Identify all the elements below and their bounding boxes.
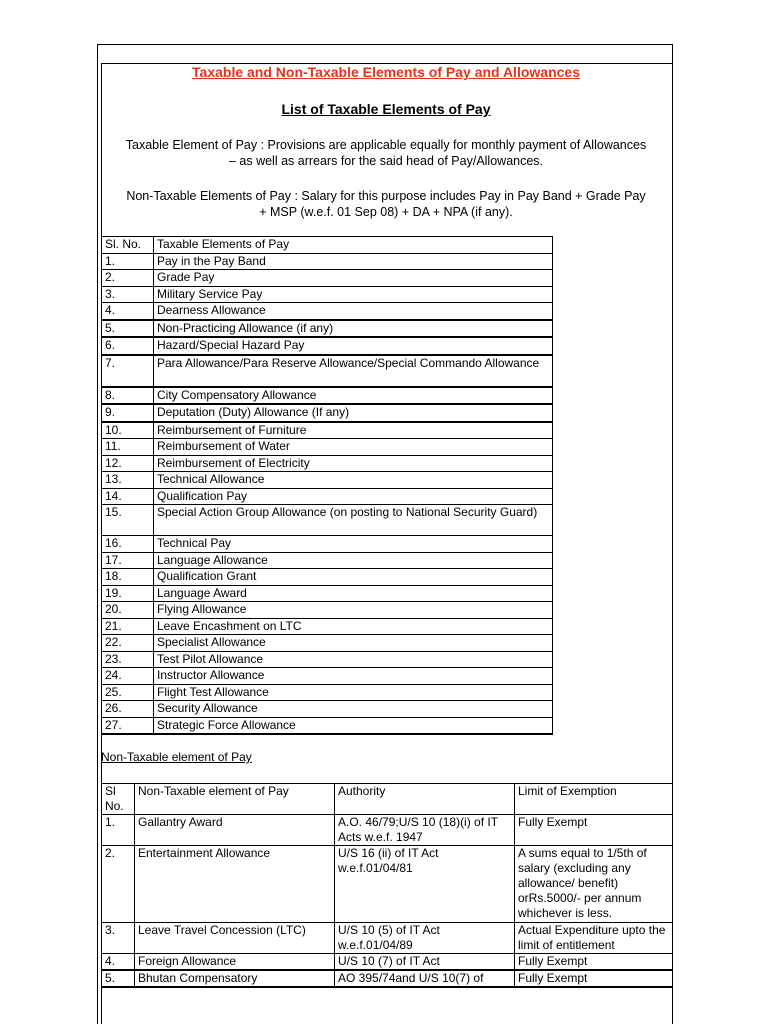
row-element: Dearness Allowance [154,303,553,320]
row-element: Hazard/Special Hazard Pay [154,337,553,355]
row-sl-no: 19. [102,585,154,602]
row-element: Qualification Grant [154,569,553,586]
row-authority: U/S 10 (7) of IT Act [335,954,515,971]
table-row [102,651,553,668]
row-limit: Fully Exempt [515,954,673,971]
table-header-row [102,784,673,815]
nontaxable-intro-paragraph [100,188,672,220]
row-sl-no: 21. [102,618,154,635]
table-row [102,635,553,652]
table-row [102,684,553,701]
row-sl-no: 22. [102,635,154,652]
row-element: Entertainment Allowance [135,846,335,923]
row-element: Leave Travel Concession (LTC) [135,923,335,954]
row-limit: Fully Exempt [515,970,673,987]
table-row [102,618,553,635]
row-element: Qualification Pay [154,488,553,505]
row-element: Bhutan Compensatory [135,970,335,987]
table-row [102,717,553,734]
table-row [102,923,673,954]
table-row [102,536,553,553]
row-sl-no: 4. [102,303,154,320]
row-sl-no: 3. [102,286,154,303]
row-sl-no: 17. [102,552,154,569]
taxable-intro-paragraph [100,137,672,169]
row-element: Reimbursement of Furniture [154,422,553,439]
table-row [102,320,553,338]
row-sl-no: 24. [102,668,154,685]
row-element: Pay in the Pay Band [154,253,553,270]
table-row [102,337,553,355]
row-sl-no: 14. [102,488,154,505]
table-row [102,439,553,456]
table-row [102,602,553,619]
row-sl-no: 1. [102,253,154,270]
row-element: Specialist Allowance [154,635,553,652]
row-sl-no: 16. [102,536,154,553]
row-element: Flight Test Allowance [154,684,553,701]
table-row [102,668,553,685]
header-sl-no: Sl No. [102,784,135,815]
row-element: Grade Pay [154,270,553,287]
header-authority: Authority [335,784,515,815]
row-element: Flying Allowance [154,602,553,619]
header-nontaxable-element: Non-Taxable element of Pay [135,784,335,815]
row-sl-no: 2. [102,270,154,287]
header-sl-no: Sl. No. [102,237,154,254]
row-sl-no: 2. [102,846,135,923]
nontaxable-intro-line-1: Non-Taxable Elements of Pay : Salary for this purpose includes Pay in Pay Band + Grade Pay [126,189,646,203]
row-element: Para Allowance/Para Reserve Allowance/Special Commando Allowance [154,355,553,387]
row-sl-no: 27. [102,717,154,734]
row-authority: A.O. 46/79;U/S 10 (18)(i) of IT Acts w.e.f. 1947 [335,815,515,846]
row-element: Non-Practicing Allowance (if any) [154,320,553,338]
row-sl-no: 23. [102,651,154,668]
row-sl-no: 9. [102,404,154,422]
row-sl-no: 5. [102,320,154,338]
row-limit: Fully Exempt [515,815,673,846]
document-title: Taxable and Non-Taxable Elements of Pay and Allowances [192,64,580,80]
taxable-intro-line-2: – as well as arrears for the said head of Pay/Allowances. [228,154,544,168]
row-sl-no: 26. [102,701,154,718]
taxable-elements-table [101,236,553,735]
row-sl-no: 20. [102,602,154,619]
table-row [102,505,553,536]
row-element: Test Pilot Allowance [154,651,553,668]
table-row [102,355,553,387]
table-row [102,585,553,602]
table-row [102,569,553,586]
row-sl-no: 3. [102,923,135,954]
row-element: Language Award [154,585,553,602]
table-row [102,472,553,489]
row-element: Reimbursement of Electricity [154,455,553,472]
nontaxable-intro-line-2: + MSP (w.e.f. 01 Sep 08) + DA + NPA (if any). [259,205,513,219]
table-row [102,387,553,405]
row-sl-no: 4. [102,954,135,971]
row-sl-no: 18. [102,569,154,586]
row-sl-no: 25. [102,684,154,701]
row-element: Deputation (Duty) Allowance (If any) [154,404,553,422]
row-sl-no: 1. [102,815,135,846]
row-element: Technical Pay [154,536,553,553]
table-row [102,422,553,439]
row-element: Security Allowance [154,701,553,718]
table-row [102,552,553,569]
nontaxable-elements-table [101,783,673,988]
row-authority: AO 395/74and U/S 10(7) of [335,970,515,987]
row-element: Special Action Group Allowance (on posting to National Security Guard) [154,505,553,536]
taxable-intro-line-1: Taxable Element of Pay : Provisions are applicable equally for monthly payment of Allowances [125,138,647,152]
row-element: Language Allowance [154,552,553,569]
row-sl-no: 13. [102,472,154,489]
row-sl-no: 5. [102,970,135,987]
table-row [102,303,553,320]
table-row [102,954,673,971]
row-sl-no: 11. [102,439,154,456]
row-element: Reimbursement of Water [154,439,553,456]
nontaxable-section-label: Non-Taxable element of Pay [101,750,252,764]
row-element: Strategic Force Allowance [154,717,553,734]
row-sl-no: 12. [102,455,154,472]
row-element: Instructor Allowance [154,668,553,685]
row-element: Leave Encashment on LTC [154,618,553,635]
row-element: Gallantry Award [135,815,335,846]
row-sl-no: 10. [102,422,154,439]
row-authority: U/S 10 (5) of IT Act w.e.f.01/04/89 [335,923,515,954]
table-row [102,488,553,505]
row-sl-no: 7. [102,355,154,387]
row-authority: U/S 16 (ii) of IT Act w.e.f.01/04/81 [335,846,515,923]
table-row [102,286,553,303]
document-subtitle: List of Taxable Elements of Pay [281,101,491,117]
header-limit-of-exemption: Limit of Exemption [515,784,673,815]
table-row [102,270,553,287]
table-row [102,701,553,718]
table-row [102,970,673,987]
table-row [102,253,553,270]
table-row [102,815,673,846]
row-element: City Compensatory Allowance [154,387,553,405]
row-sl-no: 8. [102,387,154,405]
row-element: Technical Allowance [154,472,553,489]
row-element: Military Service Pay [154,286,553,303]
header-taxable-element: Taxable Elements of Pay [154,237,553,254]
row-limit: A sums equal to 1/5th of salary (excluding any allowance/ benefit) orRs.5000/- per annum whichever is less. [515,846,673,923]
row-sl-no: 6. [102,337,154,355]
table-row [102,404,553,422]
table-row [102,455,553,472]
row-limit: Actual Expenditure upto the limit of entitlement [515,923,673,954]
row-sl-no: 15. [102,505,154,536]
row-element: Foreign Allowance [135,954,335,971]
table-header-row [102,237,553,254]
table-row [102,846,673,923]
